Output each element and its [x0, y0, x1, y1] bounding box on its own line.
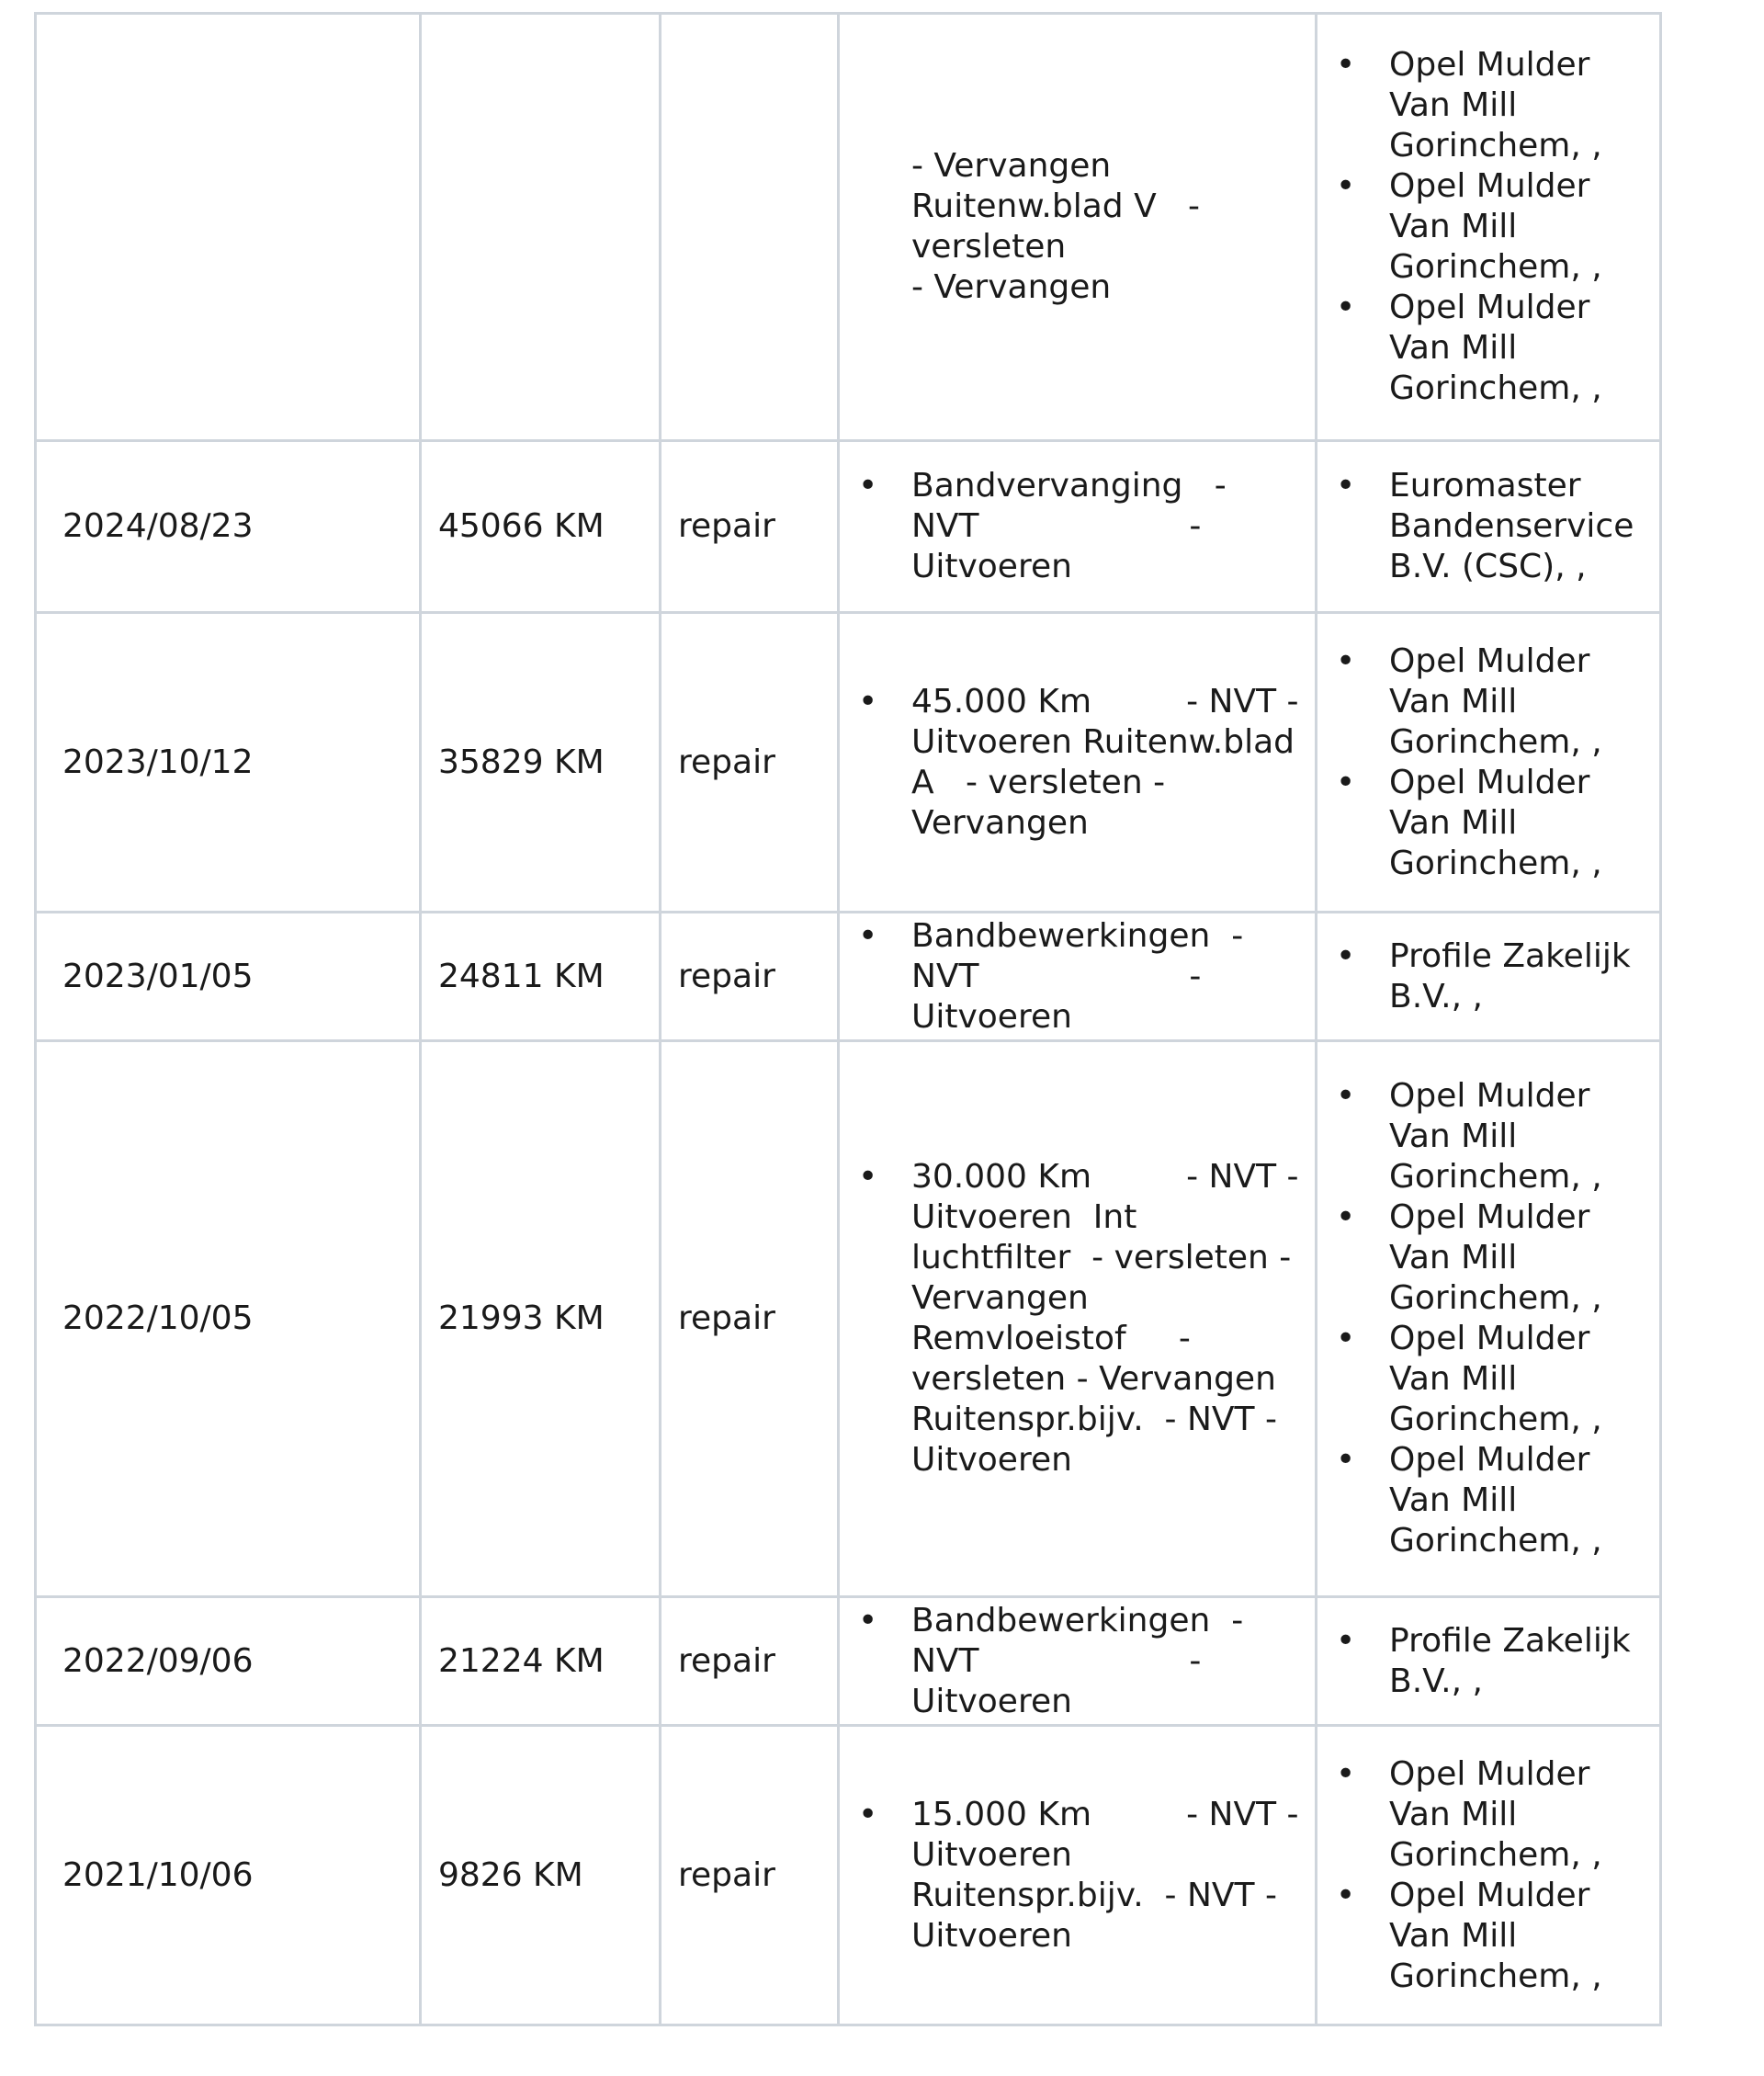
odometer-cell: 24811 KM — [421, 913, 661, 1041]
garage-item — [1389, 45, 1650, 166]
odometer-cell: 35829 KM — [421, 613, 661, 913]
description-list — [840, 1601, 1315, 1722]
type-cell: repair — [661, 1726, 839, 2025]
garage-name: Opel Mulder Van Mill Gorinchem, , — [1389, 167, 1602, 286]
garage-item — [1389, 1754, 1650, 1876]
garage-list — [1317, 1076, 1659, 1561]
garage-item — [1389, 936, 1650, 1017]
garage-name: Opel Mulder Van Mill Gorinchem, , — [1389, 46, 1602, 164]
description-list — [840, 146, 1315, 308]
table-row — [36, 14, 1661, 441]
date-cell: 2024/08/23 — [36, 441, 421, 613]
garage-name: Opel Mulder Van Mill Gorinchem, , — [1389, 289, 1602, 407]
description-item — [911, 916, 1302, 1038]
garage-name: Opel Mulder Van Mill Gorinchem, , — [1389, 1876, 1602, 1995]
date-cell: 2022/09/06 — [36, 1597, 421, 1726]
garage-list — [1317, 936, 1659, 1017]
odometer-cell — [421, 14, 661, 441]
description-cell — [839, 1597, 1317, 1726]
description-cell — [839, 613, 1317, 913]
garage-name: Opel Mulder Van Mill Gorinchem, , — [1389, 1320, 1602, 1438]
description-item — [911, 1795, 1309, 1957]
garage-item — [1389, 641, 1650, 763]
garage-cell — [1317, 913, 1661, 1041]
garage-item — [1389, 166, 1650, 288]
type-cell: repair — [661, 613, 839, 913]
garage-item — [1389, 1876, 1650, 1997]
description-item — [911, 1157, 1309, 1480]
description-text: - Vervangen Ruitenw.blad V - versleten - Vervangen — [911, 147, 1201, 306]
date-cell: 2021/10/06 — [36, 1726, 421, 2025]
table-row — [36, 1726, 1661, 2025]
description-list — [840, 682, 1315, 844]
description-text: Bandbewerkingen - NVT - Uitvoeren — [911, 916, 1254, 1036]
service-history-body — [36, 14, 1661, 2025]
description-cell — [839, 14, 1317, 441]
odometer-cell: 9826 KM — [421, 1726, 661, 2025]
description-list — [840, 1795, 1315, 1957]
garage-name: Euromaster Bandenservice B.V. (CSC), , — [1389, 467, 1645, 585]
garage-item — [1389, 1197, 1650, 1319]
garage-list — [1317, 1754, 1659, 1997]
table-row — [36, 913, 1661, 1041]
description-item — [911, 1601, 1302, 1722]
garage-list — [1317, 1621, 1659, 1702]
description-list — [840, 916, 1315, 1038]
table-row — [36, 1041, 1661, 1597]
table-row — [36, 613, 1661, 913]
type-cell — [661, 14, 839, 441]
description-text: Bandbewerkingen - NVT - Uitvoeren — [911, 1601, 1254, 1720]
description-item — [911, 146, 1302, 308]
garage-name: Opel Mulder Van Mill Gorinchem, , — [1389, 763, 1602, 882]
garage-cell — [1317, 1597, 1661, 1726]
description-list — [840, 1157, 1315, 1480]
type-cell: repair — [661, 913, 839, 1041]
garage-item — [1389, 288, 1650, 409]
description-cell — [839, 1041, 1317, 1597]
garage-cell — [1317, 1726, 1661, 2025]
odometer-cell: 21993 KM — [421, 1041, 661, 1597]
description-text: Bandvervanging - NVT - Uitvoeren — [911, 467, 1238, 585]
garage-item — [1389, 1440, 1650, 1561]
garage-cell — [1317, 1041, 1661, 1597]
date-cell: 2023/01/05 — [36, 913, 421, 1041]
odometer-cell: 45066 KM — [421, 441, 661, 613]
description-item — [911, 466, 1302, 587]
date-cell: 2023/10/12 — [36, 613, 421, 913]
type-cell: repair — [661, 441, 839, 613]
garage-item — [1389, 466, 1650, 587]
table-row — [36, 441, 1661, 613]
garage-list — [1317, 466, 1659, 587]
description-text: 30.000 Km - NVT - Uitvoeren Int luchtfilter - versleten - Vervangen Remvloeistof - versleten - Vervangen Ruitenspr.bijv. - NVT - Uitvoeren — [911, 1158, 1309, 1479]
description-cell — [839, 441, 1317, 613]
garage-list — [1317, 641, 1659, 884]
garage-name: Profile Zakelijk B.V., , — [1389, 1621, 1642, 1700]
type-cell: repair — [661, 1041, 839, 1597]
service-history-table — [34, 12, 1662, 2026]
garage-list — [1317, 45, 1659, 409]
garage-name: Opel Mulder Van Mill Gorinchem, , — [1389, 1198, 1602, 1317]
description-item — [911, 682, 1309, 844]
description-text: 15.000 Km - NVT - Uitvoeren Ruitenspr.bijv. - NVT - Uitvoeren — [911, 1795, 1309, 1955]
description-list — [840, 466, 1315, 587]
garage-item — [1389, 1076, 1650, 1197]
garage-name: Opel Mulder Van Mill Gorinchem, , — [1389, 1754, 1602, 1874]
odometer-cell: 21224 KM — [421, 1597, 661, 1726]
description-cell — [839, 913, 1317, 1041]
date-cell: 2022/10/05 — [36, 1041, 421, 1597]
garage-name: Opel Mulder Van Mill Gorinchem, , — [1389, 1077, 1602, 1196]
garage-name: Opel Mulder Van Mill Gorinchem, , — [1389, 1441, 1602, 1560]
garage-cell — [1317, 613, 1661, 913]
garage-cell — [1317, 14, 1661, 441]
garage-name: Profile Zakelijk B.V., , — [1389, 936, 1642, 1015]
garage-name: Opel Mulder Van Mill Gorinchem, , — [1389, 641, 1602, 761]
date-cell — [36, 14, 421, 441]
garage-item — [1389, 1621, 1650, 1702]
table-row — [36, 1597, 1661, 1726]
garage-cell — [1317, 441, 1661, 613]
description-text: 45.000 Km - NVT - Uitvoeren Ruitenw.blad A - versleten - Vervangen — [911, 682, 1309, 842]
description-cell — [839, 1726, 1317, 2025]
type-cell: repair — [661, 1597, 839, 1726]
garage-item — [1389, 1319, 1650, 1440]
garage-item — [1389, 763, 1650, 884]
